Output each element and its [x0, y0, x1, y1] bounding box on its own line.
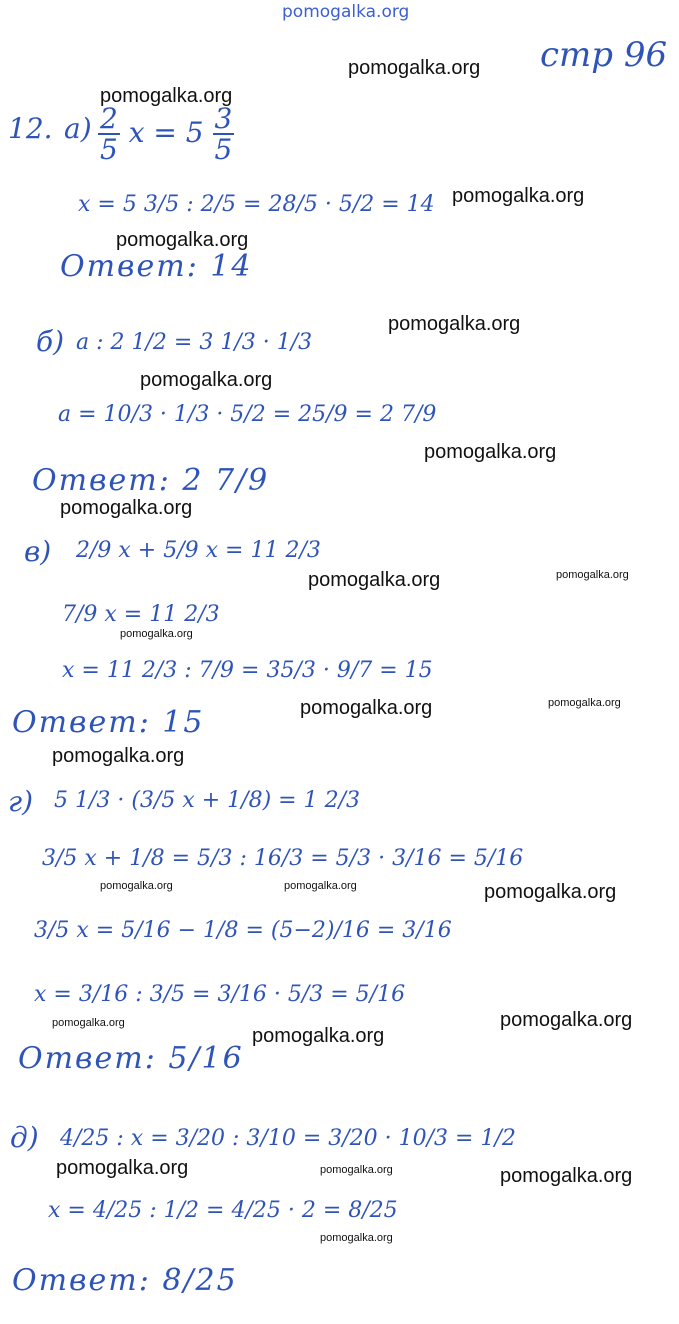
- watermark: pomogalka.org: [308, 569, 441, 591]
- part-g-answer: Ответ: 5/16: [18, 1041, 244, 1076]
- watermark: pomogalka.org: [320, 1232, 393, 1244]
- watermark: pomogalka.org: [320, 1164, 393, 1176]
- part-g-label: г): [8, 785, 34, 818]
- part-b-label: б): [36, 325, 65, 358]
- watermark: pomogalka.org: [388, 313, 521, 335]
- part-b-solution: a = 10/3 · 1/3 · 5/2 = 25/9 = 2 7/9: [58, 402, 437, 427]
- part-v-answer: Ответ: 15: [12, 705, 205, 740]
- part-d-equation: 4/25 : x = 3/20 : 3/10 = 3/20 · 10/3 = 1/2: [60, 1126, 516, 1151]
- part-g-step-2: 3/5 x = 5/16 − 1/8 = (5−2)/16 = 3/16: [34, 918, 452, 943]
- part-g-solution: x = 3/16 : 3/5 = 3/16 · 5/3 = 5/16: [34, 982, 406, 1007]
- part-a-equation: $\frac{2}{5}$ x = 5 $\frac{3}{5}$: [100, 102, 233, 167]
- part-v-solution: x = 11 2/3 : 7/9 = 35/3 · 9/7 = 15: [62, 658, 433, 683]
- part-v-label: в): [24, 535, 52, 568]
- watermark: pomogalka.org: [140, 369, 273, 391]
- watermark: pomogalka.org: [424, 441, 557, 463]
- watermark: pomogalka.org: [484, 881, 617, 903]
- watermark: pomogalka.org: [252, 1025, 385, 1047]
- part-v-step: 7/9 x = 11 2/3: [62, 602, 220, 627]
- page-label: стр 96: [540, 35, 668, 75]
- part-a-solution: x = 5 3/5 : 2/5 = 28/5 · 5/2 = 14: [78, 192, 435, 217]
- part-a-label: а): [64, 112, 92, 145]
- watermark: pomogalka.org: [556, 569, 629, 581]
- watermark: pomogalka.org: [60, 497, 193, 519]
- watermark: pomogalka.org: [284, 880, 357, 892]
- watermark: pomogalka.org: [548, 697, 621, 709]
- part-a-answer: Ответ: 14: [60, 249, 253, 284]
- watermark: pomogalka.org: [100, 85, 233, 107]
- watermark: pomogalka.org: [452, 185, 585, 207]
- watermark: pomogalka.org: [56, 1157, 189, 1179]
- part-d-answer: Ответ: 8/25: [12, 1263, 238, 1298]
- watermark: pomogalka.org: [120, 628, 193, 640]
- site-mark[interactable]: pomogalka.org: [282, 2, 410, 22]
- watermark: pomogalka.org: [116, 229, 249, 251]
- watermark: pomogalka.org: [52, 745, 185, 767]
- watermark: pomogalka.org: [500, 1009, 633, 1031]
- problem-number: 12.: [8, 112, 53, 145]
- watermark: pomogalka.org: [52, 1017, 125, 1029]
- part-d-solution: x = 4/25 : 1/2 = 4/25 · 2 = 8/25: [48, 1198, 398, 1223]
- part-b-equation: a : 2 1/2 = 3 1/3 · 1/3: [76, 330, 313, 355]
- part-g-step-1: 3/5 x + 1/8 = 5/3 : 16/3 = 5/3 · 3/16 = 5/16: [42, 846, 524, 871]
- part-g-equation: 5 1/3 · (3/5 x + 1/8) = 1 2/3: [54, 788, 360, 813]
- watermark: pomogalka.org: [500, 1165, 633, 1187]
- watermark: pomogalka.org: [100, 880, 173, 892]
- watermark: pomogalka.org: [300, 697, 433, 719]
- part-d-label: д): [10, 1121, 39, 1154]
- watermark: pomogalka.org: [348, 57, 481, 79]
- part-b-answer: Ответ: 2 7/9: [32, 463, 270, 498]
- part-v-equation: 2/9 x + 5/9 x = 11 2/3: [76, 538, 321, 563]
